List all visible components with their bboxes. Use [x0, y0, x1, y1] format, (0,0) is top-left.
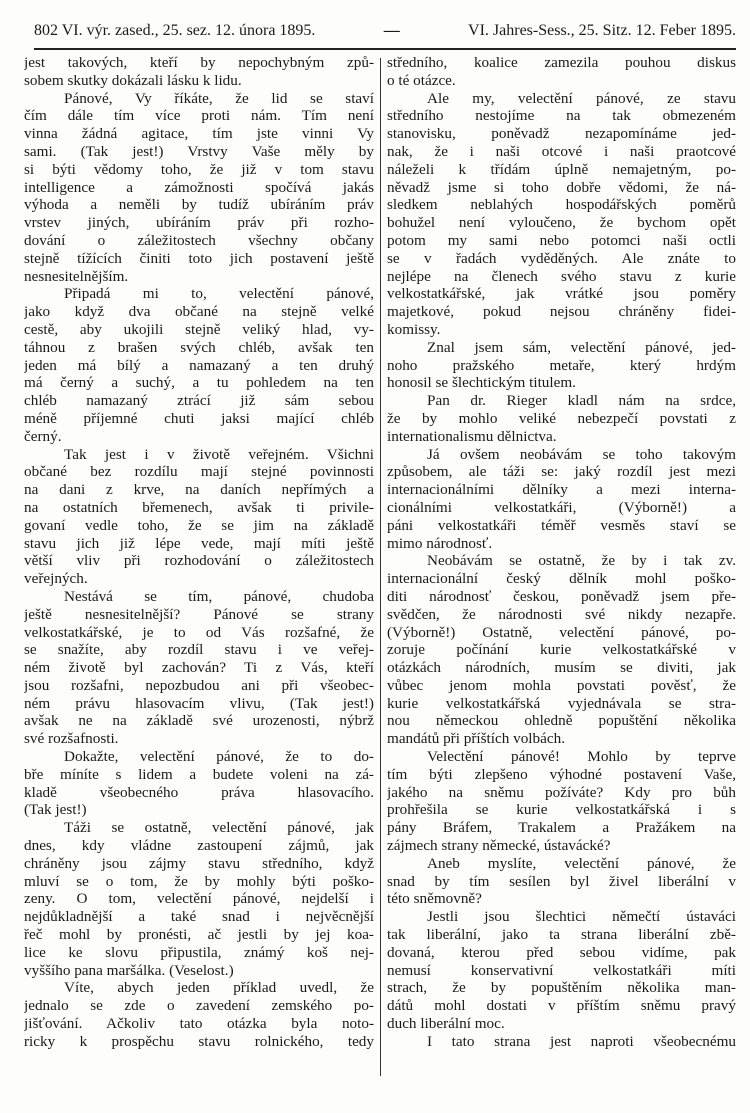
text-line: veřejných.	[24, 570, 88, 588]
text-line: Tak jest i v životě veřejném. Všichni	[64, 445, 374, 463]
text-line: ještě nesnesitelnější? Pánové se strany	[24, 605, 374, 623]
text-line: Táži se ostatně, velectění pánové, jak	[64, 819, 374, 837]
paragraph	[387, 855, 736, 908]
paragraph	[24, 819, 374, 979]
text-line: ném právu hlasovacím vlivu, (Tak jest!)	[24, 694, 374, 712]
text-line: dování o záležitostech všechny občany	[24, 231, 374, 249]
text-line: diti národnosť českou, poněvadž jsem pře-	[387, 587, 736, 605]
text-line: mandátů při příštích volbách.	[387, 730, 565, 748]
text-line: se snažíte, aby rozdíl stavu i ve veřej-	[24, 641, 374, 659]
text-line: vrstev jiných, ubíráním práv při rozho-	[24, 214, 374, 232]
header-german: VI. Jahres-Sess., 25. Sitz. 12. Feber 1895.	[468, 22, 736, 39]
text-line: má černý a suchý, a tu pohledem na ten	[24, 374, 374, 392]
text-line: jako když dva občané na stejně velké	[24, 303, 374, 321]
text-line: intelligence a zámožnosti spočívá jakás	[24, 178, 374, 196]
text-line: stanovisku, poněvadž nezapomínáme jed-	[387, 125, 736, 143]
paragraph	[387, 90, 736, 339]
text-line: zeny. O tom, velectění pánové, nejdelší i	[24, 890, 374, 908]
text-line: svědčen, že národnosti své nikdy nezapře.	[387, 605, 736, 623]
text-line: I tato strana jest naproti všeobecnému	[427, 1032, 736, 1050]
text-line: si býti vědomy toho, že již v tom stavu	[24, 160, 374, 178]
paragraph	[24, 979, 374, 1050]
text-line: tak liberální, jako ta strana liberální zbě-	[387, 926, 736, 944]
text-line: jednalo se zde o zavedení zemského po-	[24, 997, 374, 1015]
paragraph	[387, 54, 736, 90]
paragraph	[387, 1033, 736, 1051]
text-line: náleželi k třídám úplně nemajetným, po-	[387, 160, 736, 178]
text-line: ném životě byl zachován? Ti z Vás, kteří	[24, 659, 374, 677]
text-line: cionálními velkostatkáři, (Výborně!) a	[387, 498, 736, 516]
text-line: sami. (Tak jest!) Vrstvy Vaše měly by	[24, 142, 374, 160]
paragraph	[387, 552, 736, 748]
text-line: dovaná, kterou před sebou vidíme, pak	[387, 943, 736, 961]
text-line: otázkách národních, musím se diviti, jak	[387, 659, 736, 677]
text-line: Velectění pánové! Mohlo by teprve	[427, 748, 736, 766]
text-line: jišťování. Ačkoliv tato otázka byla noto-	[24, 1015, 374, 1033]
text-line: stavu jich již lépe vede, mají míti ještě	[24, 534, 374, 552]
paragraph	[24, 748, 374, 819]
text-line: sledkem neblahých hospodářských poměrů	[387, 196, 736, 214]
text-line: výhoda a neměli by tudíž ubíráním práv	[24, 196, 374, 214]
text-line: Dokažte, velectění pánové, že to do-	[64, 748, 374, 766]
text-line: čím dále tím více proti nám. Tím není	[24, 107, 374, 125]
paragraph	[387, 908, 736, 1033]
text-line: zájmech strany německé, ústavácké?	[387, 837, 611, 855]
text-line: komissy.	[387, 320, 441, 338]
text-line: táhnou z brašen svých chléb, avšak ten	[24, 338, 374, 356]
running-header	[34, 22, 736, 44]
text-line: (Tak jest!)	[24, 801, 87, 819]
text-line: páni velkostatkáři téměř vesměs staví se	[387, 516, 736, 534]
text-line: nesnesitelnějším.	[24, 267, 129, 285]
text-line: Já ovšem neobávám se toho takovým	[427, 445, 736, 463]
text-line: Jestli jsou šlechtici němečtí ústaváci	[427, 908, 736, 926]
text-line: internacionálními dělníky a mezi interna-	[387, 481, 736, 499]
text-line: vyššího pana maršálka. (Veselost.)	[24, 961, 234, 979]
text-line: vůbec jenom mohla povstati pověsť, že	[387, 676, 736, 694]
text-line: (Výborně!) Ostatně, velectění pánové, po-	[387, 623, 736, 641]
text-line: Nestává se tím, pánové, chudoba	[64, 587, 374, 605]
paragraph	[387, 748, 736, 855]
text-line: mluví se o tom, že by mohly býti poško-	[24, 872, 374, 890]
paragraph	[24, 54, 374, 90]
text-line: internationalismu dělnictva.	[387, 427, 557, 445]
text-line: zoruje počínání kurie velkostatkářské v	[387, 641, 736, 659]
text-line: o té otázce.	[387, 71, 456, 89]
text-line: středního nestojíme na tak obmezeném	[387, 107, 736, 125]
text-line: nejlépe na členech svého stavu z kurie	[387, 267, 736, 285]
text-line: Pánové, Vy říkáte, že lid se staví	[64, 89, 374, 107]
text-line: chléb namazaný ztrácí již sám sebou	[24, 392, 374, 410]
text-line: své rozšafnosti.	[24, 730, 119, 748]
text-line: jsou rozšafni, nepozbudou ani při všeobec-	[24, 676, 374, 694]
text-line: vinna žádná agitace, tím jste vinni Vy	[24, 125, 374, 143]
text-line: způsobem, ale táži se: jaký rozdíl jest mezi	[387, 463, 736, 481]
paragraph	[387, 339, 736, 392]
header-separator: —	[383, 22, 400, 39]
text-line: této sněmovně?	[387, 890, 482, 908]
text-line: kurie velkostatkářská vyjednávala se stra-	[387, 694, 736, 712]
text-line: Neobávám se ostatně, že by i tak zv.	[427, 552, 736, 570]
text-line: prohřešila se kurie velkostatkářská i s	[387, 801, 736, 819]
text-line: dátů mohl dostati v příštím sněmu pravý	[387, 997, 736, 1015]
text-line: tím býti zlepšeno výhodné postavení Vaše,	[387, 765, 736, 783]
text-line: sobem skutky dokázali lásku k lidu.	[24, 71, 242, 89]
column-divider	[380, 58, 381, 1076]
text-line: cestě, aby ukojili stejně veliký hlad, vy-	[24, 320, 374, 338]
text-line: řeč mohl by pronésti, ač jestli by jej koa-	[24, 926, 374, 944]
text-line: na ostatních břemenech, avšak ti privile-	[24, 498, 374, 516]
text-line: Pan dr. Rieger kladl nám na srdce,	[427, 392, 736, 410]
text-line: potom my sami nebo potomci naši octli	[387, 231, 736, 249]
right-column	[387, 54, 736, 1051]
text-line: Ale my, velectění pánové, ze stavu	[427, 89, 736, 107]
text-line: něvadž jsme si toho dobře vědomi, že ná-	[387, 178, 736, 196]
text-line: majetkové, pokud nejsou chráněny fidei-	[387, 303, 736, 321]
text-line: avšak ne na základě své urozenosti, nýbrž	[24, 712, 374, 730]
text-line: noho pražského metaře, který hrdým	[387, 356, 736, 374]
paragraph	[24, 285, 374, 445]
text-line: dnes, kdy vládne zastoupení zájmů, jak	[24, 837, 374, 855]
text-line: nou německou ohledně popuštění několika	[387, 712, 736, 730]
text-line: strach, že by popuštěním několika man-	[387, 979, 736, 997]
text-line: nemusí konservativní velkostatkáři míti	[387, 961, 736, 979]
text-line: občané bez rozdílu mají stejné povinnosti	[24, 463, 374, 481]
text-line: Připadá mi to, velectění pánové,	[64, 285, 374, 303]
paragraph	[24, 90, 374, 286]
text-line: Aneb myslíte, velectění pánové, že	[427, 854, 736, 872]
text-line: středního, koalice zamezila pouhou diskus	[387, 54, 736, 71]
text-line: mimo národnosť.	[387, 534, 493, 552]
text-line: na dani z krve, na daních nepřímých a	[24, 481, 374, 499]
text-line: govaní vedle toho, že se jim na základě	[24, 516, 374, 534]
text-line: méně příjemné chuti jaksi mající chléb	[24, 409, 374, 427]
paragraph	[387, 392, 736, 445]
text-line: bře míníte s lidem a budete voleni na zá-	[24, 765, 374, 783]
text-line: chráněny jsou zájmy stavu středního, když	[24, 854, 374, 872]
header-czech: 802 VI. výr. zased., 25. sez. 12. února 1895.	[34, 22, 316, 39]
text-line: lice ke slovu připustila, známý koš nej-	[24, 943, 374, 961]
text-line: černý.	[24, 427, 62, 445]
left-column	[24, 54, 374, 1051]
text-line: duch liberální moc.	[387, 1015, 505, 1033]
text-line: velkostatkářské, jak vrátké jsou poměry	[387, 285, 736, 303]
header-rule	[34, 48, 736, 50]
text-line: větší vliv při rozhodování o záležitostech	[24, 552, 374, 570]
text-line: pány Bráfem, Trakalem a Pražákem na	[387, 819, 736, 837]
text-line: honosil se šlechtickým titulem.	[387, 374, 576, 392]
text-line: ricky k prospěchu stavu rolnického, tedy	[24, 1032, 374, 1050]
text-line: jest takových, kteří by nepochybným způ-	[24, 54, 374, 71]
text-line: internacionální český dělník mohl poško-	[387, 570, 736, 588]
text-line: Víte, abych jeden příklad uvedl, že	[64, 979, 374, 997]
text-line: stejně tížících činiti toto jich postavení ještě	[24, 249, 374, 267]
text-line: bohužel není vyloučeno, že bychom opět	[387, 214, 736, 232]
paragraph	[387, 446, 736, 553]
text-line: jeden má bílý a namazaný a ten druhý	[24, 356, 374, 374]
paragraph	[24, 446, 374, 588]
text-line: nejdůkladnější a také snad i nejvěcnější	[24, 908, 374, 926]
paragraph	[24, 588, 374, 748]
text-line: Znal jsem sám, velectění pánové, jed-	[427, 338, 736, 356]
text-line: se v řadách vyděděných. Ale znáte to	[387, 249, 736, 267]
text-line: kladě všeobecného práva hlasovacího.	[24, 783, 374, 801]
text-line: že by mohlo veliké nebezpečí povstati z	[387, 409, 736, 427]
text-line: nak, že i naši otcové i naši praotcové	[387, 142, 736, 160]
text-line: snad by tím sesílen byl živel liberální v	[387, 872, 736, 890]
text-line: jakého na sněmu požíváte? Kdy pro bůh	[387, 783, 736, 801]
text-line: velkostatkářské, je to od Vás rozšafné, že	[24, 623, 374, 641]
